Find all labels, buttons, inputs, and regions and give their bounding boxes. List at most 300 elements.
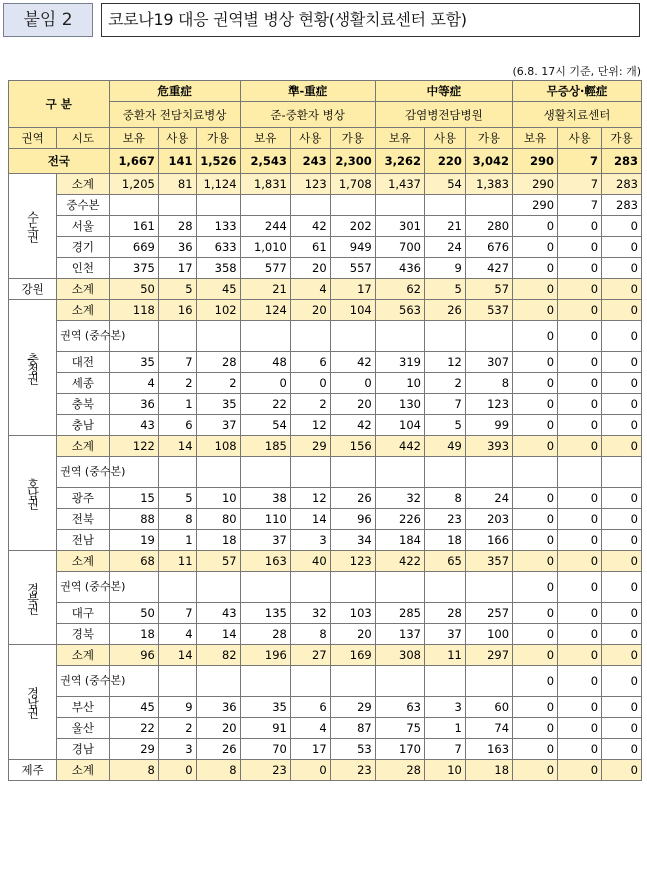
value-cell: 0: [602, 436, 642, 457]
value-cell: 32: [290, 603, 330, 624]
value-cell: 1: [158, 394, 196, 415]
value-cell: 35: [196, 394, 240, 415]
value-cell: 5: [158, 488, 196, 509]
value-cell: 0: [513, 394, 558, 415]
value-cell: 0: [330, 373, 375, 394]
value-cell: [158, 666, 196, 697]
value-cell: [425, 321, 466, 352]
value-cell: 20: [330, 624, 375, 645]
value-cell: 104: [330, 300, 375, 321]
value-cell: 12: [290, 488, 330, 509]
value-cell: [558, 457, 602, 488]
region-label: 제주: [9, 760, 57, 781]
value-cell: 104: [375, 415, 424, 436]
value-cell: 0: [558, 436, 602, 457]
value-cell: 0: [513, 488, 558, 509]
value-cell: 27: [290, 645, 330, 666]
column-header-avail: 가용: [330, 128, 375, 149]
value-cell: [196, 195, 240, 216]
value-cell: 42: [290, 216, 330, 237]
value-cell: 0: [558, 394, 602, 415]
value-cell: 87: [330, 718, 375, 739]
region-label: 강원: [9, 279, 57, 300]
value-cell: 244: [240, 216, 290, 237]
value-cell: 0: [602, 666, 642, 697]
value-cell: [425, 457, 466, 488]
value-cell: 0: [558, 352, 602, 373]
value-cell: 5: [425, 279, 466, 300]
table-row: [9, 739, 642, 760]
value-cell: 676: [465, 237, 512, 258]
subgroup-semi-critical: 준-중환자 병상: [240, 102, 375, 128]
value-cell: [375, 572, 424, 603]
value-cell: 1,437: [375, 174, 424, 195]
value-cell: 669: [109, 237, 158, 258]
value-cell: 57: [465, 279, 512, 300]
value-cell: 22: [109, 718, 158, 739]
city-label: 소계: [57, 645, 109, 666]
value-cell: 436: [375, 258, 424, 279]
column-header-held: 보유: [240, 128, 290, 149]
value-cell: 43: [196, 603, 240, 624]
group-header-semi-critical: 準-重症: [240, 81, 375, 102]
value-cell: 53: [330, 739, 375, 760]
value-cell: 18: [465, 760, 512, 781]
value-cell: 0: [558, 760, 602, 781]
value-cell: [330, 195, 375, 216]
value-cell: 0: [558, 718, 602, 739]
value-cell: 8: [109, 760, 158, 781]
value-cell: 38: [240, 488, 290, 509]
table-row: [9, 551, 642, 572]
value-cell: [465, 457, 512, 488]
value-cell: 0: [602, 551, 642, 572]
subgroup-moderate: 감염병전담병원: [375, 102, 512, 128]
value-cell: 0: [513, 697, 558, 718]
value-cell: 6: [290, 352, 330, 373]
value-cell: 0: [290, 373, 330, 394]
value-cell: 0: [558, 216, 602, 237]
value-cell: 7: [558, 174, 602, 195]
value-cell: 14: [158, 645, 196, 666]
value-cell: 0: [602, 321, 642, 352]
value-cell: 20: [290, 258, 330, 279]
table-row: [9, 216, 642, 237]
value-cell: 393: [465, 436, 512, 457]
value-cell: 35: [109, 352, 158, 373]
header-row-groups: [9, 81, 642, 102]
value-cell: 196: [240, 645, 290, 666]
city-label: 소계: [57, 551, 109, 572]
value-cell: 0: [558, 258, 602, 279]
value-cell: 1,383: [465, 174, 512, 195]
value-cell: 28: [240, 624, 290, 645]
value-cell: 220: [425, 149, 466, 174]
value-cell: 0: [602, 300, 642, 321]
city-label: 중수본: [57, 195, 109, 216]
value-cell: 166: [465, 530, 512, 551]
value-cell: 37: [196, 415, 240, 436]
value-cell: 1,205: [109, 174, 158, 195]
value-cell: 0: [513, 436, 558, 457]
value-cell: 949: [330, 237, 375, 258]
city-label: 세종: [57, 373, 109, 394]
value-cell: 0: [558, 739, 602, 760]
value-cell: [425, 666, 466, 697]
value-cell: 4: [290, 279, 330, 300]
table-row: [9, 300, 642, 321]
value-cell: 50: [109, 279, 158, 300]
group-header-moderate: 中等症: [375, 81, 512, 102]
value-cell: 133: [196, 216, 240, 237]
table-row: [9, 666, 642, 697]
value-cell: 0: [513, 718, 558, 739]
value-cell: 156: [330, 436, 375, 457]
value-cell: [158, 321, 196, 352]
value-cell: [196, 321, 240, 352]
city-label: 경기: [57, 237, 109, 258]
value-cell: [425, 195, 466, 216]
value-cell: 100: [465, 624, 512, 645]
column-header-avail: 가용: [602, 128, 642, 149]
value-cell: 23: [425, 509, 466, 530]
value-cell: 18: [109, 624, 158, 645]
value-cell: 45: [196, 279, 240, 300]
subgroup-critical: 중환자 전담치료병상: [109, 102, 240, 128]
value-cell: 0: [602, 237, 642, 258]
value-cell: 11: [158, 551, 196, 572]
national-label: 전국: [9, 149, 110, 174]
value-cell: 123: [465, 394, 512, 415]
value-cell: 1: [425, 718, 466, 739]
value-cell: 0: [558, 666, 602, 697]
region-label: 충청권: [9, 300, 57, 436]
value-cell: 24: [465, 488, 512, 509]
table-row: [9, 415, 642, 436]
value-cell: [290, 572, 330, 603]
value-cell: 0: [558, 645, 602, 666]
value-cell: 4: [109, 373, 158, 394]
value-cell: 26: [196, 739, 240, 760]
value-cell: 0: [513, 373, 558, 394]
value-cell: 68: [109, 551, 158, 572]
table-row: [9, 352, 642, 373]
value-cell: [602, 457, 642, 488]
value-cell: 12: [425, 352, 466, 373]
value-cell: 0: [513, 530, 558, 551]
value-cell: 1,708: [330, 174, 375, 195]
value-cell: 0: [602, 216, 642, 237]
value-cell: 18: [425, 530, 466, 551]
value-cell: 122: [109, 436, 158, 457]
value-cell: 130: [375, 394, 424, 415]
value-cell: [375, 321, 424, 352]
city-label: 서울: [57, 216, 109, 237]
value-cell: [240, 666, 290, 697]
value-cell: 0: [558, 697, 602, 718]
column-header-used: 사용: [425, 128, 466, 149]
city-label: 경북: [57, 624, 109, 645]
value-cell: 169: [330, 645, 375, 666]
value-cell: 0: [558, 551, 602, 572]
page-title: 코로나19 대응 권역별 병상 현황(생활치료센터 포함): [101, 3, 640, 37]
value-cell: 14: [196, 624, 240, 645]
value-cell: 358: [196, 258, 240, 279]
value-cell: 19: [109, 530, 158, 551]
value-cell: 123: [290, 174, 330, 195]
value-cell: [330, 321, 375, 352]
city-label: 울산: [57, 718, 109, 739]
value-cell: 37: [425, 624, 466, 645]
value-cell: 124: [240, 300, 290, 321]
value-cell: 0: [513, 258, 558, 279]
value-cell: 54: [425, 174, 466, 195]
value-cell: 29: [109, 739, 158, 760]
column-header-avail: 가용: [465, 128, 512, 149]
value-cell: [330, 666, 375, 697]
value-cell: 0: [558, 509, 602, 530]
value-cell: 20: [330, 394, 375, 415]
value-cell: 3: [158, 739, 196, 760]
value-cell: 15: [109, 488, 158, 509]
city-label: 충남: [57, 415, 109, 436]
value-cell: 61: [290, 237, 330, 258]
division-header: 구 분: [9, 81, 110, 128]
value-cell: 0: [602, 697, 642, 718]
value-cell: 0: [513, 645, 558, 666]
value-cell: [240, 321, 290, 352]
value-cell: 0: [602, 394, 642, 415]
value-cell: 42: [330, 352, 375, 373]
value-cell: [465, 321, 512, 352]
value-cell: 48: [240, 352, 290, 373]
value-cell: 0: [558, 279, 602, 300]
city-label: 소계: [57, 174, 109, 195]
value-cell: [158, 457, 196, 488]
value-cell: 285: [375, 603, 424, 624]
value-cell: 3,042: [465, 149, 512, 174]
value-cell: 32: [375, 488, 424, 509]
value-cell: 135: [240, 603, 290, 624]
table-row: [9, 436, 642, 457]
value-cell: 28: [196, 352, 240, 373]
value-cell: [290, 195, 330, 216]
value-cell: 80: [196, 509, 240, 530]
value-cell: 2,300: [330, 149, 375, 174]
value-cell: 0: [602, 645, 642, 666]
table-row: [9, 572, 642, 603]
city-label: 광주: [57, 488, 109, 509]
value-cell: 91: [240, 718, 290, 739]
value-cell: 0: [602, 352, 642, 373]
value-cell: 28: [375, 760, 424, 781]
value-cell: 0: [558, 321, 602, 352]
column-header-used: 사용: [558, 128, 602, 149]
value-cell: 1: [158, 530, 196, 551]
value-cell: 577: [240, 258, 290, 279]
value-cell: 0: [602, 509, 642, 530]
value-cell: 0: [513, 279, 558, 300]
value-cell: 24: [425, 237, 466, 258]
value-cell: 0: [558, 603, 602, 624]
value-cell: 0: [513, 415, 558, 436]
value-cell: 5: [425, 415, 466, 436]
value-cell: 60: [465, 697, 512, 718]
value-cell: 26: [425, 300, 466, 321]
value-cell: 1,124: [196, 174, 240, 195]
value-cell: 108: [196, 436, 240, 457]
value-cell: 0: [558, 415, 602, 436]
value-cell: 118: [109, 300, 158, 321]
national-row: [9, 149, 642, 174]
value-cell: [465, 572, 512, 603]
value-cell: 0: [513, 216, 558, 237]
value-cell: 96: [330, 509, 375, 530]
value-cell: 290: [513, 174, 558, 195]
value-cell: 2: [425, 373, 466, 394]
value-cell: 4: [290, 718, 330, 739]
table-row: [9, 258, 642, 279]
city-label: 대전: [57, 352, 109, 373]
value-cell: 357: [465, 551, 512, 572]
value-cell: 34: [330, 530, 375, 551]
group-header-mild: 무증상·輕症: [513, 81, 642, 102]
value-cell: 163: [240, 551, 290, 572]
value-cell: 2,543: [240, 149, 290, 174]
table-row: [9, 718, 642, 739]
column-header-used: 사용: [158, 128, 196, 149]
value-cell: 0: [602, 624, 642, 645]
value-cell: 0: [513, 321, 558, 352]
value-cell: 1,667: [109, 149, 158, 174]
value-cell: 375: [109, 258, 158, 279]
value-cell: 110: [240, 509, 290, 530]
value-cell: 17: [330, 279, 375, 300]
value-cell: 0: [513, 352, 558, 373]
table-row: [9, 321, 642, 352]
value-cell: 0: [558, 624, 602, 645]
value-cell: 3,262: [375, 149, 424, 174]
value-cell: 163: [465, 739, 512, 760]
value-cell: 442: [375, 436, 424, 457]
value-cell: 301: [375, 216, 424, 237]
value-cell: 14: [158, 436, 196, 457]
value-cell: 0: [513, 760, 558, 781]
value-cell: [158, 195, 196, 216]
attachment-badge: 붙임 2: [3, 3, 93, 37]
value-cell: 8: [465, 373, 512, 394]
value-cell: [465, 666, 512, 697]
value-cell: 49: [425, 436, 466, 457]
city-label: 전남: [57, 530, 109, 551]
value-cell: 2: [290, 394, 330, 415]
value-cell: 6: [290, 697, 330, 718]
city-label: 경남: [57, 739, 109, 760]
value-cell: 161: [109, 216, 158, 237]
value-cell: 8: [290, 624, 330, 645]
city-label: 소계: [57, 300, 109, 321]
value-cell: [196, 666, 240, 697]
city-label: 부산: [57, 697, 109, 718]
value-cell: 0: [558, 300, 602, 321]
value-cell: 17: [290, 739, 330, 760]
value-cell: 0: [602, 718, 642, 739]
city-label: 충북: [57, 394, 109, 415]
value-cell: 137: [375, 624, 424, 645]
value-cell: 7: [425, 739, 466, 760]
value-cell: 226: [375, 509, 424, 530]
value-cell: 141: [158, 149, 196, 174]
value-cell: 0: [513, 572, 558, 603]
value-cell: 29: [330, 697, 375, 718]
value-cell: 203: [465, 509, 512, 530]
value-cell: 43: [109, 415, 158, 436]
header-row-columns: [9, 128, 642, 149]
table-row: [9, 279, 642, 300]
table-row: [9, 645, 642, 666]
city-label: 대구: [57, 603, 109, 624]
value-cell: 0: [602, 530, 642, 551]
value-cell: 7: [558, 195, 602, 216]
value-cell: 96: [109, 645, 158, 666]
value-cell: 26: [330, 488, 375, 509]
city-label: 소계: [57, 436, 109, 457]
value-cell: 14: [290, 509, 330, 530]
region-label: 수도권: [9, 174, 57, 279]
table-row: [9, 624, 642, 645]
region-label: 경남권: [9, 645, 57, 760]
city-label: 권역 (중수본): [57, 572, 109, 603]
table-row: [9, 509, 642, 530]
table-row: [9, 530, 642, 551]
value-cell: 74: [465, 718, 512, 739]
value-cell: 6: [158, 415, 196, 436]
value-cell: 21: [425, 216, 466, 237]
value-cell: 7: [425, 394, 466, 415]
value-cell: 1,010: [240, 237, 290, 258]
value-cell: [513, 457, 558, 488]
value-cell: [196, 572, 240, 603]
value-cell: 290: [513, 149, 558, 174]
value-cell: [375, 666, 424, 697]
value-cell: 8: [158, 509, 196, 530]
value-cell: [330, 572, 375, 603]
value-cell: 0: [558, 237, 602, 258]
value-cell: 81: [158, 174, 196, 195]
value-cell: 102: [196, 300, 240, 321]
value-cell: 70: [240, 739, 290, 760]
value-cell: 0: [513, 300, 558, 321]
city-label: 권역 (중수본): [57, 666, 109, 697]
value-cell: 22: [240, 394, 290, 415]
city-label: 소계: [57, 279, 109, 300]
value-cell: 3: [290, 530, 330, 551]
value-cell: 50: [109, 603, 158, 624]
value-cell: 35: [240, 697, 290, 718]
column-header-avail: 가용: [196, 128, 240, 149]
value-cell: 17: [158, 258, 196, 279]
value-cell: 0: [513, 624, 558, 645]
value-cell: 7: [558, 149, 602, 174]
value-cell: 11: [425, 645, 466, 666]
value-cell: 307: [465, 352, 512, 373]
value-cell: [375, 457, 424, 488]
table-row: [9, 174, 642, 195]
value-cell: 10: [375, 373, 424, 394]
value-cell: 0: [558, 373, 602, 394]
value-cell: 280: [465, 216, 512, 237]
value-cell: 0: [602, 415, 642, 436]
